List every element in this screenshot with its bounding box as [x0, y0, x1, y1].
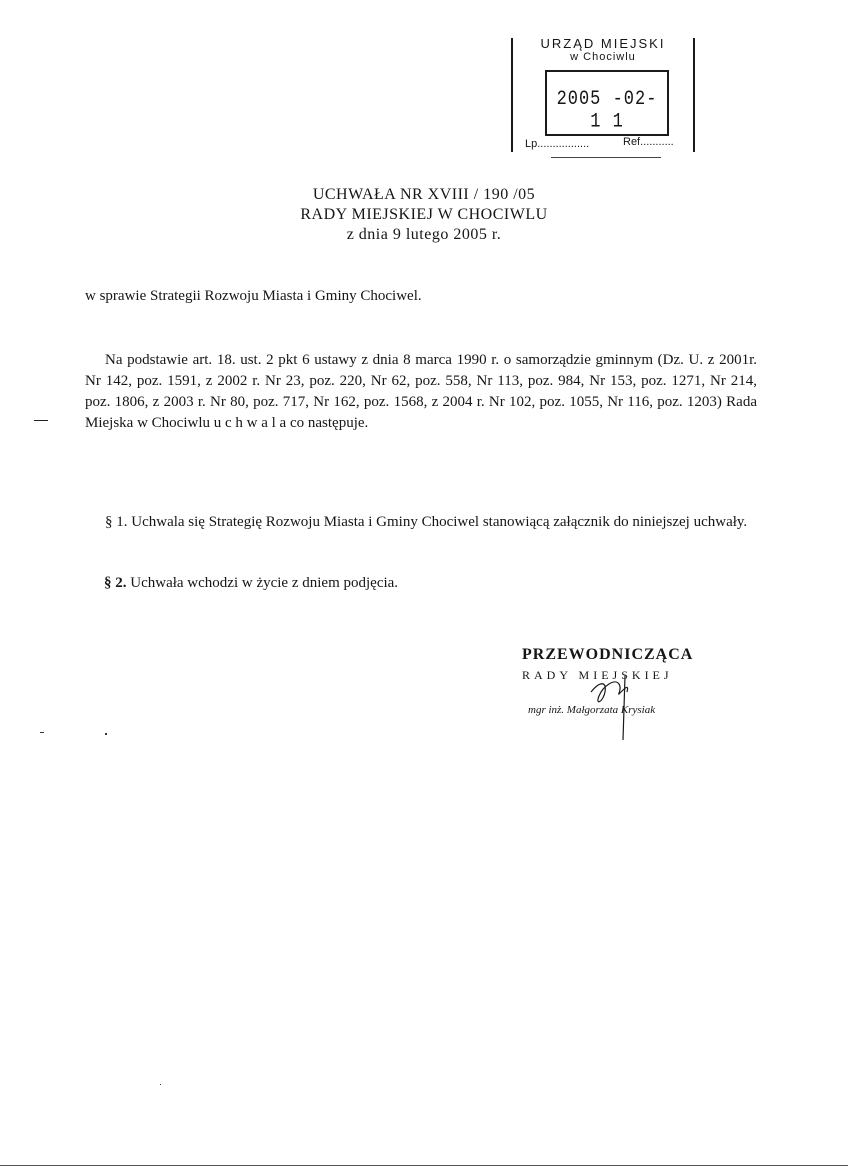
- section-2-text: Uchwała wchodzi w życie z dniem podjęcia.: [130, 575, 399, 591]
- section-1: [85, 512, 757, 533]
- scan-speck: [160, 1084, 161, 1085]
- section-2: [104, 575, 398, 592]
- stamp-date: 2005 -02- 1 1: [556, 88, 658, 134]
- margin-mark: [34, 420, 48, 421]
- legal-basis-paragraph: [85, 350, 757, 434]
- scan-speck: [40, 732, 44, 733]
- stamp-office: URZĄD MIEJSKI: [540, 36, 666, 51]
- resolution-title: UCHWAŁA NR XVIII / 190 /05: [312, 186, 536, 203]
- signatory-title: PRZEWODNICZĄCA: [522, 646, 694, 663]
- stamp-date-box: [545, 70, 669, 136]
- resolution-issuer: RADY MIEJSKIEJ W CHOCIWLU: [300, 206, 548, 223]
- stamp-location: w Chociwlu: [570, 51, 636, 63]
- resolution-subject: w sprawie Strategii Rozwoju Miasta i Gminy Chociwel.: [85, 288, 422, 304]
- stamp-lp: Lp.................: [525, 138, 590, 150]
- signatory-council: RADY MIEJSKIEJ: [522, 668, 673, 682]
- scan-speck: [105, 733, 107, 735]
- legal-basis-text: Na podstawie art. 18. ust. 2 pkt 6 ustawy z dnia 8 marca 1990 r. o samorządzie gminnym (Dz. U. z 2001r. Nr 142, poz. 1591, z 2002 r. Nr 23, poz. 220, Nr 62, poz. 558, Nr 113, poz. 984, Nr 153, poz. 1271, Nr 214, poz. 1806, z 2003 r. Nr 80, poz. 717, Nr 162, poz. 1568, z 2004 r. Nr 102, poz. 1055, Nr 116, poz. 1203) Rada Miejska w Chociwlu u c h w a l a co następuje.: [85, 352, 757, 431]
- section-1-text: Uchwala się Strategię Rozwoju Miasta i Gminy Chociwel stanowiącą załącznik do niniejszej uchwały.: [131, 514, 748, 530]
- registry-stamp: [511, 36, 695, 158]
- section-2-number: § 2.: [104, 575, 127, 591]
- stamp-bottom-line: [551, 157, 661, 158]
- section-1-number: § 1.: [105, 514, 128, 530]
- stamp-ref: Ref...........: [623, 136, 674, 148]
- handwritten-signature: [585, 662, 645, 742]
- signatory-name: mgr inż. Małgorzata Krysiak: [528, 704, 656, 716]
- resolution-date: z dnia 9 lutego 2005 r.: [346, 226, 502, 243]
- scan-edge-line: [0, 1165, 848, 1166]
